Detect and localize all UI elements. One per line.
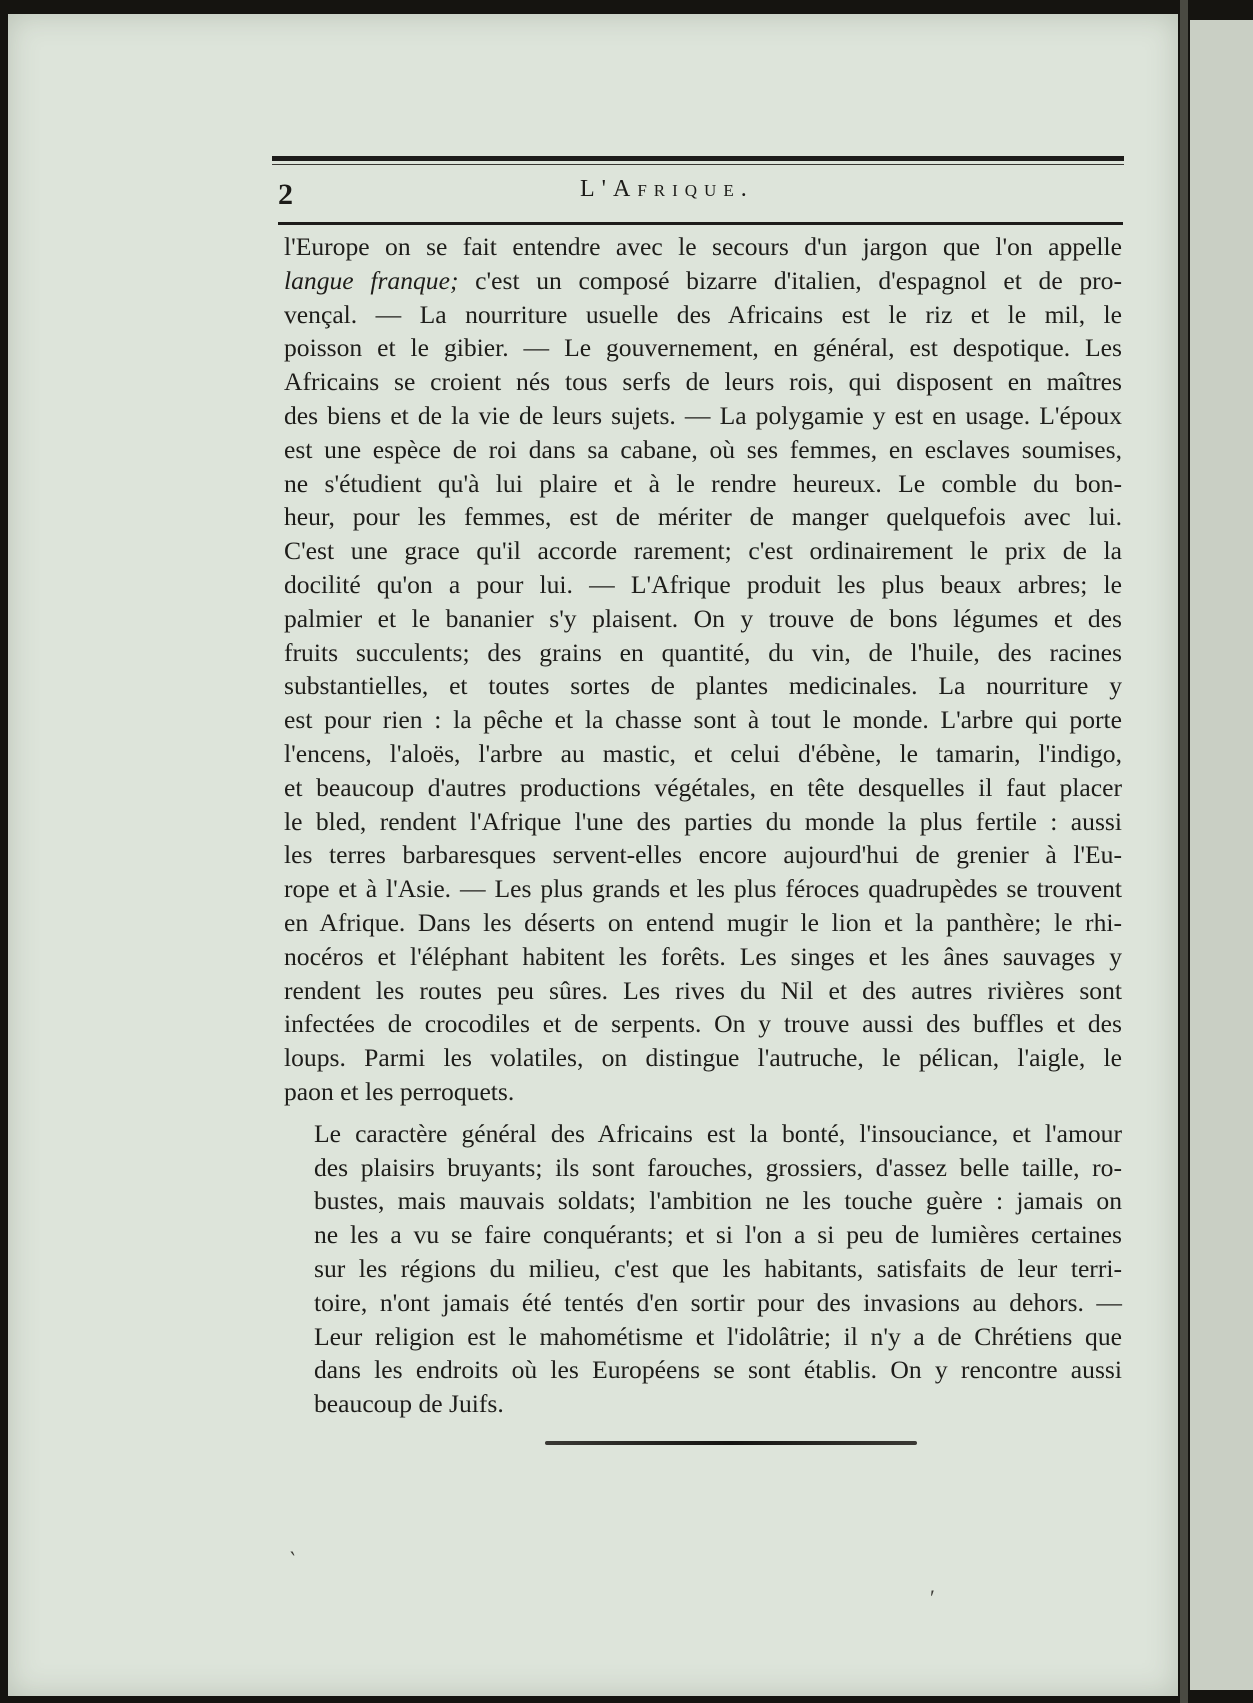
header-rule-thick: [272, 156, 1124, 161]
text-line: en Afrique. Dans les déserts on entend mugir le lion et la panthère; le rhi-: [284, 907, 1122, 937]
text-line: et beaucoup d'autres productions végétales, en tête desquelles il faut placer: [284, 772, 1122, 802]
text-line: est une espèce de roi dans sa cabane, où ses femmes, en esclaves soumises,: [284, 434, 1122, 464]
text-line: des biens et de la vie de leurs sujets. — La polygamie y est en usage. L'époux: [284, 400, 1122, 430]
text-line: fruits succulents; des grains en quantité, du vin, de l'huile, des racines: [284, 637, 1122, 667]
text-line: est pour rien : la pêche et la chasse sont à tout le monde. L'arbre qui porte: [284, 705, 1122, 735]
text-line: nocéros et l'éléphant habitent les forêts. Les singes et les ânes sauvages y: [284, 941, 1122, 971]
page-gutter: [1180, 0, 1188, 1703]
text-line: C'est une grace qu'il accorde rarement; c'est ordinairement le prix de la: [284, 536, 1122, 566]
text-line: heur, pour les femmes, est de mériter de manger quelquefois avec lui.: [284, 502, 1122, 532]
text-line: des plaisirs bruyants; ils sont farouches, grossiers, d'assez belle taille, ro-: [314, 1152, 1122, 1182]
text-line: infectées de crocodiles et de serpents. On y trouve aussi des buffles et des: [284, 1009, 1122, 1039]
text-line: les terres barbaresques servent-elles encore aujourd'hui de grenier à l'Eu-: [284, 840, 1122, 870]
header-rule-thin: [272, 164, 1124, 165]
main-text: [284, 230, 1122, 1421]
text-line: ne les a vu se faire conquérants; et si l'on a si peu de lumières certaines: [314, 1220, 1122, 1250]
paragraph-1: [284, 230, 1122, 1109]
text-line: dans les endroits où les Européens se sont établis. On y rencontre aussi: [314, 1355, 1122, 1385]
text-line: toire, n'ont jamais été tentés d'en sortir pour des invasions au dehors. —: [314, 1287, 1122, 1317]
stray-mark: ′: [930, 1585, 935, 1610]
text-line: rendent les routes peu sûres. Les rives du Nil et des autres rivières sont: [284, 975, 1122, 1005]
stray-mark: ‵: [290, 1548, 295, 1573]
text-line: [284, 264, 1122, 298]
text-line: l'Europe on se fait entendre avec le secours d'un jargon que l'on appelle: [284, 232, 1122, 261]
text-line: sur les régions du milieu, c'est que les habitants, satisfaits de leur terri-: [314, 1253, 1122, 1283]
page-number: 2: [278, 178, 293, 211]
running-head: L'Afrique.: [580, 176, 754, 202]
end-ornament-rule: [545, 1441, 917, 1445]
text-line: le bled, rendent l'Afrique l'une des parties du monde la plus fertile : aussi: [284, 806, 1122, 836]
paragraph-2: [284, 1117, 1122, 1421]
text-line: Leur religion est le mahométisme et l'idolâtrie; il n'y a de Chrétiens que: [314, 1321, 1122, 1351]
text-line: beaucoup de Juifs.: [314, 1389, 504, 1419]
adjacent-page-edge: [1190, 20, 1253, 1690]
text-line: docilité qu'on a pour lui. — L'Afrique produit les plus beaux arbres; le: [284, 569, 1122, 599]
italic-term: langue franque;: [284, 265, 459, 295]
text-line: vençal. — La nourriture usuelle des Africains est le riz et le mil, le: [284, 299, 1122, 329]
text-line: bustes, mais mauvais soldats; l'ambition ne les touche guère : jamais on: [314, 1186, 1122, 1216]
text-line: palmier et le bananier s'y plaisent. On y trouve de bons légumes et des: [284, 603, 1122, 633]
text-line: paon et les perroquets.: [284, 1076, 515, 1106]
text-line: loups. Parmi les volatiles, on distingue l'autruche, le pélican, l'aigle, le: [284, 1043, 1122, 1073]
text-line: l'encens, l'aloës, l'arbre au mastic, et celui d'ébène, le tamarin, l'indigo,: [284, 738, 1122, 768]
text-line: ne s'étudient qu'à lui plaire et à le rendre heureux. Le comble du bon-: [284, 468, 1122, 498]
text-line-rest: c'est un composé bizarre d'italien, d'espagnol et de pro-: [475, 265, 1122, 295]
header-rule-under: [278, 222, 1123, 225]
text-line: Africains se croient nés tous serfs de leurs rois, qui disposent en maîtres: [284, 367, 1122, 397]
text-line: poisson et le gibier. — Le gouvernement, en général, est despotique. Les: [284, 333, 1122, 363]
text-line: rope et à l'Asie. — Les plus grands et les plus féroces quadrupèdes se trouvent: [284, 874, 1122, 904]
text-line: substantielles, et toutes sortes de plantes medicinales. La nourriture y: [284, 671, 1122, 701]
text-line: Le caractère général des Africains est la bonté, l'insouciance, et l'amour: [314, 1118, 1122, 1148]
